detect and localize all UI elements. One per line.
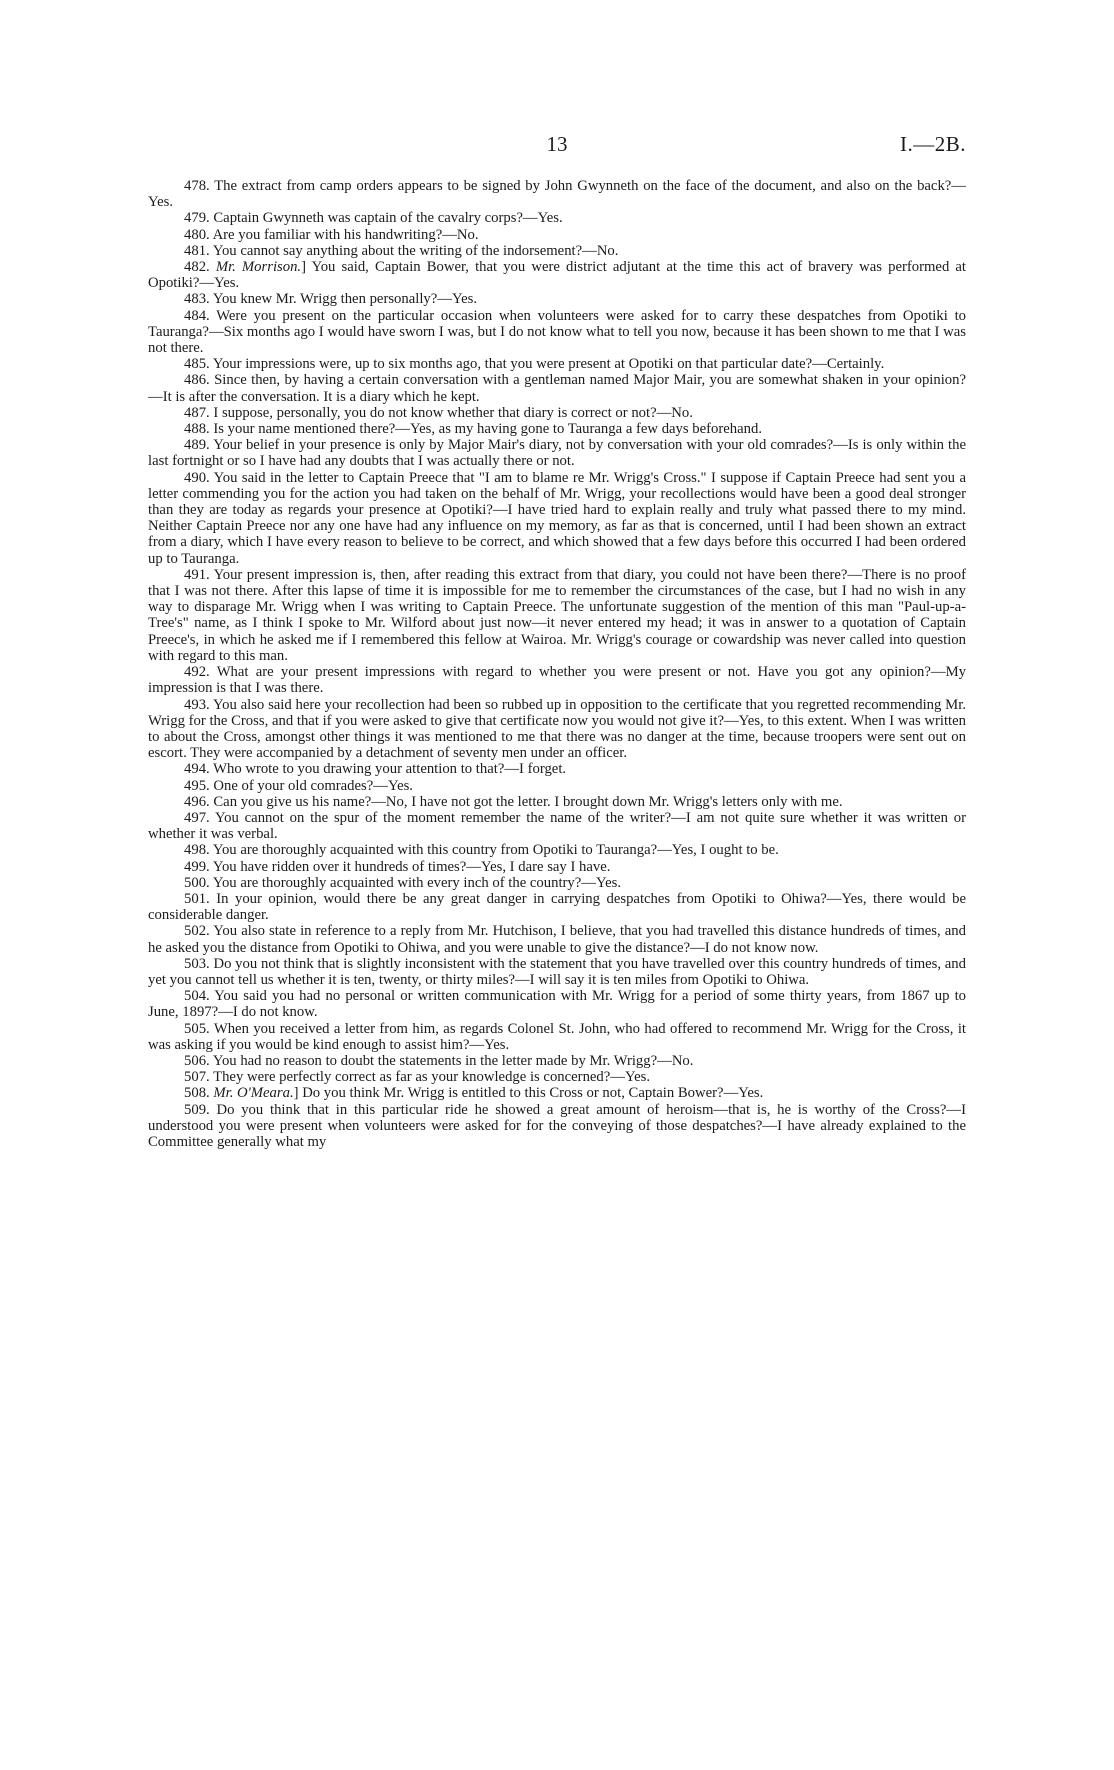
paragraph-text: 502. You also state in reference to a reply from Mr. Hutchison, I believe, that you had travelled this distance hundreds of times, and he asked you the distance from Opotiki to Ohiwa, and you were unable to give the distance?—I do not know now. [148, 923, 966, 956]
paragraph-text: 487. I suppose, personally, you do not know whether that diary is correct or not?—No. [184, 404, 693, 421]
testimony-paragraph [148, 227, 966, 243]
paragraph-text: 480. Are you familiar with his handwriting?—No. [184, 226, 479, 243]
paragraph-text: 484. Were you present on the particular occasion when volunteers were asked for to carry these despatches from Opotiki to Tauranga?—Six months ago I would have sworn I was, but I do not know what to tell you now, because it has been shown to me that I was not there. [148, 307, 966, 357]
question-number: 482. [184, 259, 216, 276]
paragraph-text: 494. Who wrote to you drawing your attention to that?—I forget. [184, 761, 567, 778]
paragraph-text: 481. You cannot say anything about the writing of the indorsement?—No. [184, 242, 619, 259]
paragraph-text: 495. One of your old comrades?—Yes. [184, 777, 413, 794]
testimony-paragraph [148, 923, 966, 955]
paragraph-text: 492. What are your present impressions with regard to whether you were present or not. Have you got any opinion?—My impression is that I was there. [148, 664, 966, 697]
paragraph-text: 490. You said in the letter to Captain Preece that "I am to blame re Mr. Wrigg's Cross." I suppose if Captain Preece had sent you a letter commending you for the action you had taken on the behalf of Mr. Wrigg, your recollections would have been a good deal stronger than they are today as regards your presence at Opotiki?—I have tried hard to explain really and truly what passed there to my mind. Neither Captain Preece nor any one have had any influence on my memory, as far as that is concerned, until I had been shown an extract from a diary, which I have every reason to believe to be correct, and which showed that a few days before this occurred I had been ordered up to Tauranga. [148, 469, 966, 567]
testimony-paragraph [148, 356, 966, 372]
testimony-paragraph [148, 1053, 966, 1069]
testimony-paragraph [148, 437, 966, 469]
testimony-paragraph [148, 988, 966, 1020]
testimony-paragraph [148, 567, 966, 664]
question-number: 508. [184, 1085, 214, 1102]
paragraph-text: 506. You had no reason to doubt the statements in the letter made by Mr. Wrigg?—No. [184, 1052, 694, 1069]
paragraph-text: 496. Can you give us his name?—No, I have not got the letter. I brought down Mr. Wrigg's letters only with me. [184, 793, 843, 810]
testimony-paragraph [148, 697, 966, 762]
paragraph-text: 493. You also said here your recollection had been so rubbed up in opposition to the certificate that you regretted recommending Mr. Wrigg for the Cross, and that if you were asked to give that certificate now you would not give it?—Yes, to this extent. When I was written to about the Cross, amongst other things it was mentioned to me that there was no danger at the time, because troopers were sent out on escort. They were accompanied by a detachment of seventy men under an officer. [148, 696, 966, 762]
testimony-paragraph [148, 421, 966, 437]
testimony-paragraph [148, 178, 966, 210]
paragraph-text: 483. You knew Mr. Wrigg then personally?—Yes. [184, 291, 478, 308]
page-header [148, 132, 966, 162]
testimony-paragraph [148, 308, 966, 357]
testimony-paragraph [148, 956, 966, 988]
testimony-paragraph [148, 761, 966, 777]
speaker-name: Mr. O'Meara. [213, 1085, 294, 1102]
speaker-name: Mr. Morrison. [215, 259, 302, 276]
testimony-paragraph [148, 1021, 966, 1053]
paragraph-text: 489. Your belief in your presence is only by Major Mair's diary, not by conversation with your old comrades?—Is is only within the last fortnight or so I have had any doubts that I was actually there or not. [148, 437, 966, 470]
testimony-paragraph [148, 842, 966, 858]
paragraph-text: ] Do you think Mr. Wrigg is entitled to this Cross or not, Captain Bower?—Yes. [293, 1085, 764, 1102]
paragraph-text: 479. Captain Gwynneth was captain of the cavalry corps?—Yes. [184, 210, 563, 227]
paragraph-text: 499. You have ridden over it hundreds of times?—Yes, I dare say I have. [184, 858, 611, 875]
testimony-paragraph [148, 1102, 966, 1151]
paragraph-text: ] You said, Captain Bower, that you were district adjutant at the time this act of bravery was performed at Opotiki?—Yes. [148, 259, 967, 292]
testimony-paragraph [148, 243, 966, 259]
testimony-paragraph [148, 405, 966, 421]
testimony-paragraph [148, 1085, 966, 1101]
paragraph-text: 504. You said you had no personal or written communication with Mr. Wrigg for a period of some thirty years, from 1867 up to June, 1897?—I do not know. [148, 988, 966, 1021]
testimony-paragraph [148, 259, 966, 291]
testimony-paragraph [148, 470, 966, 567]
document-reference: I.—2B. [900, 132, 966, 156]
testimony-paragraph [148, 291, 966, 307]
testimony-paragraph [148, 875, 966, 891]
paragraph-text: 509. Do you think that in this particular ride he showed a great amount of heroism—that is, he is worthy of the Cross?—I understood you were present when volunteers were asked for for the conveying of those despatches?—I have already explained to the Committee generally what my [148, 1101, 966, 1150]
paragraph-text: 505. When you received a letter from him, as regards Colonel St. John, who had offered to recommend Mr. Wrigg for the Cross, it was asking if you would be kind enough to assist him?—Yes. [148, 1020, 966, 1053]
testimony-paragraph [148, 664, 966, 696]
paragraph-text: 488. Is your name mentioned there?—Yes, as my having gone to Tauranga a few days beforehand. [184, 421, 763, 438]
testimony-body [148, 178, 966, 1150]
page-number: 13 [546, 132, 568, 156]
testimony-paragraph [148, 794, 966, 810]
paragraph-text: 485. Your impressions were, up to six months ago, that you were present at Opotiki on that particular date?—Certainly. [184, 356, 885, 373]
paragraph-text: 491. Your present impression is, then, after reading this extract from that diary, you could not have been there?—There is no proof that I was not there. After this lapse of time it is impossible for me to remember the circumstances of the case, but I had no wish in any way to disparage Mr. Wrigg when I was writing to Captain Preece. The unfortunate suggestion of the mention of this man "Paul-up-a-Tree's" name, as I think I spoke to Mr. Wilford about just now—it never entered my head; it was in answer to a quotation of Captain Preece's, in which he asked me if I remembered this fellow at Wairoa. Mr. Wrigg's courage or cowardship was never called into question with regard to this man. [148, 566, 966, 664]
testimony-paragraph [148, 859, 966, 875]
testimony-paragraph [148, 1069, 966, 1085]
paragraph-text: 503. Do you not think that is slightly inconsistent with the statement that you have travelled over this country hundreds of times, and yet you cannot tell us whether it is ten, twenty, or thirty miles?—I will say it is ten miles from Opotiki to Ohiwa. [148, 955, 966, 988]
paragraph-text: 478. The extract from camp orders appears to be signed by John Gwynneth on the face of the document, and also on the back?—Yes. [148, 178, 966, 211]
testimony-paragraph [148, 810, 966, 842]
paragraph-text: 500. You are thoroughly acquainted with every inch of the country?—Yes. [184, 874, 622, 891]
paragraph-text: 501. In your opinion, would there be any great danger in carrying despatches from Opotiki to Ohiwa?—Yes, there would be considerable danger. [148, 890, 966, 924]
testimony-paragraph [148, 372, 966, 404]
paragraph-text: 498. You are thoroughly acquainted with this country from Opotiki to Tauranga?—Yes, I ought to be. [184, 842, 779, 859]
testimony-paragraph [148, 778, 966, 794]
testimony-paragraph [148, 891, 966, 923]
paragraph-text: 507. They were perfectly correct as far as your knowledge is concerned?—Yes. [184, 1069, 651, 1086]
paragraph-text: 486. Since then, by having a certain conversation with a gentleman named Major Mair, you are somewhat shaken in your opinion?—It is after the conversation. It is a diary which he kept. [148, 372, 966, 405]
testimony-paragraph [148, 210, 966, 226]
paragraph-text: 497. You cannot on the spur of the moment remember the name of the writer?—I am not quite sure whether it was written or whether it was verbal. [148, 809, 966, 843]
